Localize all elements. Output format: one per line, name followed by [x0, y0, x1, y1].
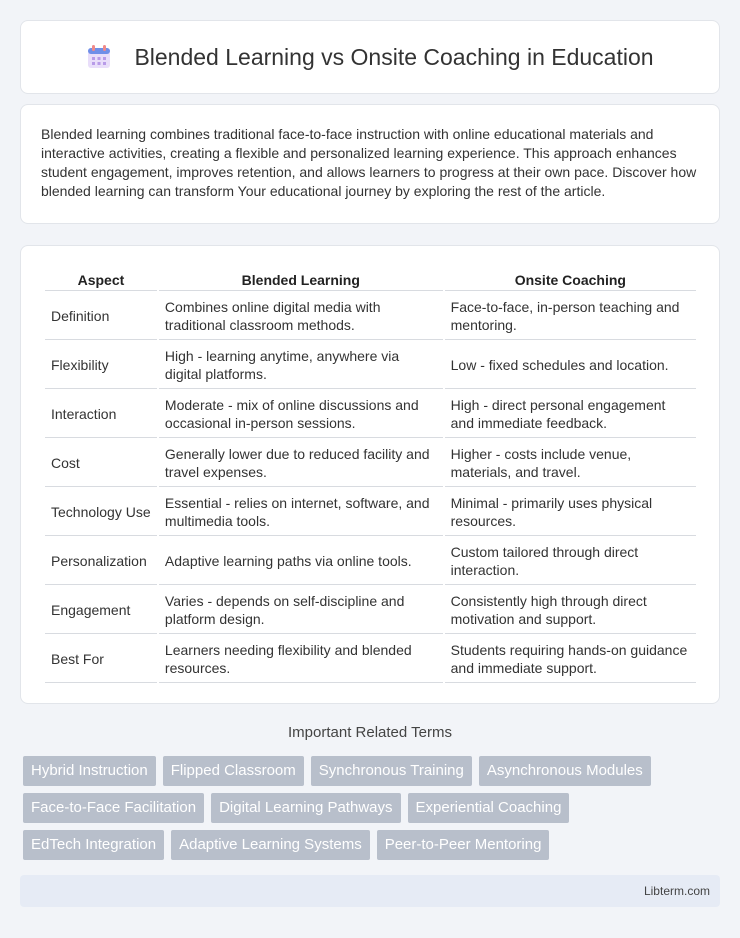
related-term-tag[interactable]: Synchronous Training — [311, 756, 472, 786]
related-terms-list — [23, 756, 713, 860]
onsite-cell: Students requiring hands-on guidance and immediate support. — [445, 636, 696, 683]
aspect-cell: Technology Use — [45, 489, 157, 536]
comparison-table-card — [20, 245, 720, 704]
footer-brand-link[interactable]: Libterm.com — [643, 884, 710, 898]
intro-card — [20, 104, 720, 224]
related-term-tag[interactable]: Hybrid Instruction — [23, 756, 156, 786]
table-row — [45, 636, 696, 683]
table-row — [45, 440, 696, 487]
blended-cell: High - learning anytime, anywhere via digital platforms. — [159, 342, 443, 389]
related-term-tag[interactable]: Adaptive Learning Systems — [171, 830, 370, 860]
onsite-cell: High - direct personal engagement and immediate feedback. — [445, 391, 696, 438]
aspect-cell: Interaction — [45, 391, 157, 438]
table-row — [45, 391, 696, 438]
onsite-cell: Face-to-face, in-person teaching and mentoring. — [445, 293, 696, 340]
table-row — [45, 342, 696, 389]
blended-cell: Moderate - mix of online discussions and occasional in-person sessions. — [159, 391, 443, 438]
column-header: Onsite Coaching — [445, 268, 696, 291]
onsite-cell: Consistently high through direct motivation and support. — [445, 587, 696, 634]
aspect-cell: Best For — [45, 636, 157, 683]
column-header: Blended Learning — [159, 268, 443, 291]
onsite-cell: Higher - costs include venue, materials, and travel. — [445, 440, 696, 487]
blended-cell: Learners needing flexibility and blended resources. — [159, 636, 443, 683]
footer — [20, 875, 720, 907]
related-term-tag[interactable]: Experiential Coaching — [408, 793, 570, 823]
aspect-cell: Flexibility — [45, 342, 157, 389]
blended-cell: Varies - depends on self-discipline and platform design. — [159, 587, 443, 634]
onsite-cell: Custom tailored through direct interaction. — [445, 538, 696, 585]
intro-text: Blended learning combines traditional face-to-face instruction with online educational materials and interactive activities, creating a flexible and personalized learning experience. This approach enhances student engagement, improves retention, and allows learners to progress at their own pace. Discover how blended learning can transform Your educational journey by exploring the rest of the article. — [41, 126, 697, 199]
onsite-cell: Minimal - primarily uses physical resources. — [445, 489, 696, 536]
aspect-cell: Cost — [45, 440, 157, 487]
related-term-tag[interactable]: EdTech Integration — [23, 830, 164, 860]
aspect-cell: Definition — [45, 293, 157, 340]
blended-cell: Combines online digital media with traditional classroom methods. — [159, 293, 443, 340]
column-header: Aspect — [45, 268, 157, 291]
related-term-tag[interactable]: Face-to-Face Facilitation — [23, 793, 204, 823]
title-card — [20, 20, 720, 94]
comparison-table — [43, 266, 698, 685]
related-term-tag[interactable]: Asynchronous Modules — [479, 756, 651, 786]
onsite-cell: Low - fixed schedules and location. — [445, 342, 696, 389]
related-term-tag[interactable]: Digital Learning Pathways — [211, 793, 400, 823]
related-term-tag[interactable]: Flipped Classroom — [163, 756, 304, 786]
table-row — [45, 538, 696, 585]
table-row — [45, 489, 696, 536]
blended-cell: Essential - relies on internet, software, and multimedia tools. — [159, 489, 443, 536]
table-header-row — [45, 268, 696, 291]
aspect-cell: Engagement — [45, 587, 157, 634]
aspect-cell: Personalization — [45, 538, 157, 585]
table-row — [45, 293, 696, 340]
calendar-icon — [86, 44, 112, 70]
blended-cell: Generally lower due to reduced facility and travel expenses. — [159, 440, 443, 487]
blended-cell: Adaptive learning paths via online tools. — [159, 538, 443, 585]
related-term-tag[interactable]: Peer-to-Peer Mentoring — [377, 830, 550, 860]
table-row — [45, 587, 696, 634]
page-title: Blended Learning vs Onsite Coaching in Education — [134, 43, 654, 70]
related-terms-heading: Important Related Terms — [288, 724, 452, 741]
